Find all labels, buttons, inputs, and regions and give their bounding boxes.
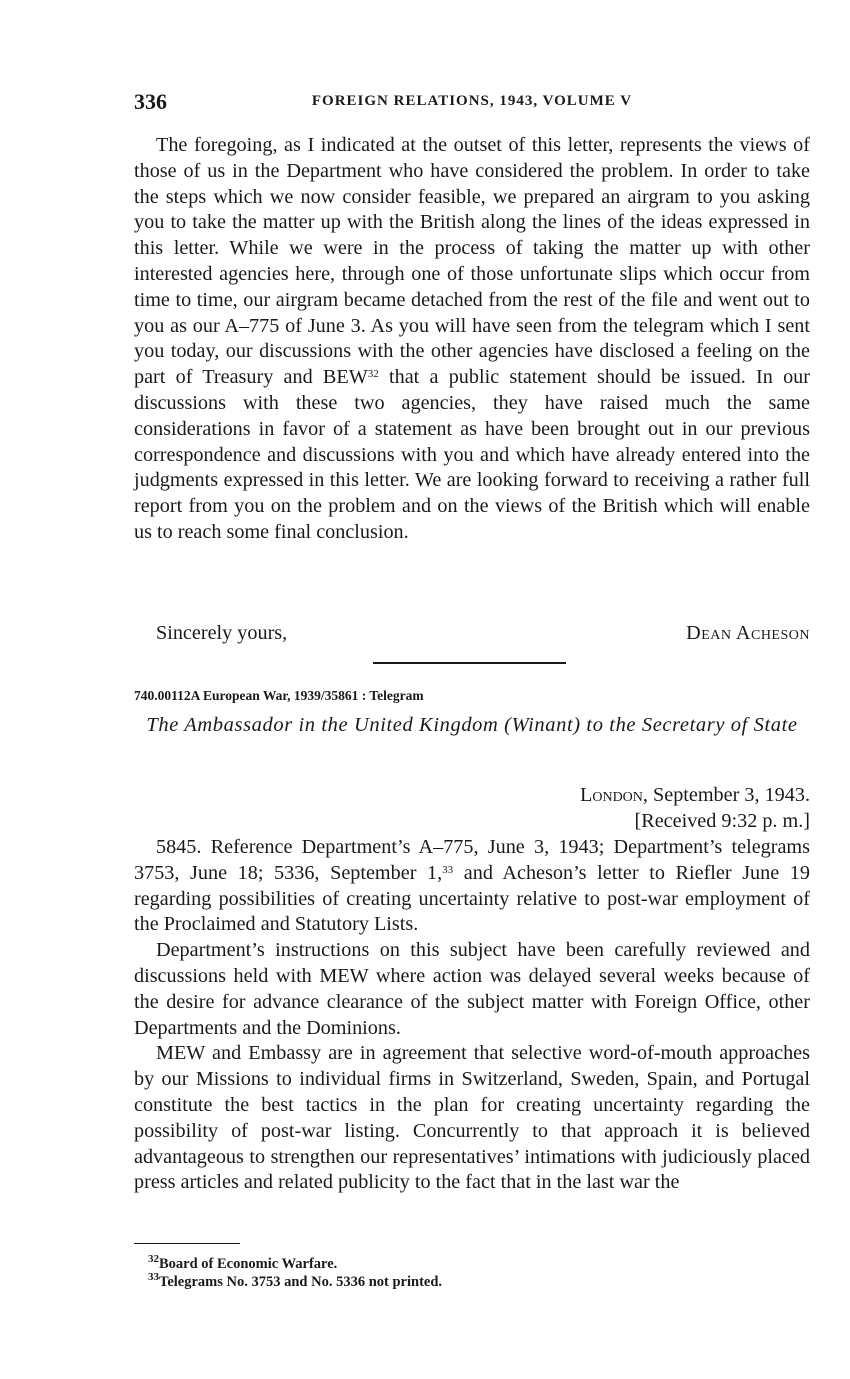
- footnotes: [148, 1255, 442, 1291]
- footnote-33: $^{33}$Telegrams No. 3753 and No. 5336 not printed.: [148, 1271, 443, 1290]
- signature: Dean Acheson: [686, 622, 810, 644]
- page-header: [134, 89, 810, 115]
- letter-closing: [134, 622, 810, 648]
- telegram-paragraph-2: Department’s instructions on this subject have been carefully reviewed and discussions held with MEW where action was delayed several weeks because of the desire for advance clearance of the subject matter with Foreign Office, other Departments and the Dominions.: [134, 939, 810, 1039]
- telegram-paragraph-3: MEW and Embassy are in agreement that selective word-of-mouth approaches by our Missions to individual firms in Switzerland, Sweden, Spain, and Portugal constitute the best tactics in the plan for creating uncertainty regarding the possibility of post-war listing. Concurrently to that approach it is believed advantageous to strengthen our representatives’ intimations with judiciously placed press articles and related publicity to the fact that in the last war the: [134, 1042, 810, 1194]
- letter-body: [134, 133, 810, 546]
- file-reference: 740.00112A European War, 1939/35861 : Telegram: [134, 688, 424, 703]
- footnote-ref-32[interactable]: 32: [367, 368, 379, 381]
- document-title: The Ambassador in the United Kingdom (Winant) to the Secretary of State: [146, 714, 798, 736]
- complimentary-close: Sincerely yours,: [156, 622, 288, 644]
- section-divider: [373, 662, 566, 664]
- footnote-ref-33[interactable]: 33: [442, 863, 454, 876]
- telegram-body: [134, 835, 810, 1196]
- received-note: [Received 9:32 p. m.]: [634, 810, 810, 832]
- page-number: 336: [134, 89, 167, 114]
- letter-paragraph: The foregoing, as I indicated at the outset of this letter, represents the views of those of us in the Department who have considered the problem. In order to take the steps which we now consider feasible, we prepared an airgram to you asking you to take the matter up with the British along the lines of the ideas expressed in this letter. While we were in the process of taking the matter up with other interested agencies here, through one of those unfortunate slips which occur from time to time, our airgram became detached from the rest of the file and went out to you as our A–775 of June 3. As you will have seen from the telegram which I sent you today, our discussions with the other agencies have disclosed a feeling on the part of Treasury and BEW$^{32}$ that a public statement should be issued. In our discussions with these two agencies, they have raised much the same considerations in favor of a statement as have been brought out in our previous correspondence and discussions with you and which have already entered into the judgments expressed in this letter. We are looking forward to receiving a rather full report from you on the problem and on the views of the British which will enable us to reach some final conclusion.: [134, 134, 811, 543]
- dateline-date: , September 3, 1943.: [642, 784, 810, 806]
- footnote-32: $^{32}$Board of Economic Warfare.: [148, 1253, 338, 1272]
- footnote-rule: [134, 1243, 240, 1244]
- running-title: FOREIGN RELATIONS, 1943, VOLUME V: [311, 93, 633, 109]
- telegram-paragraph-1: 5845. Reference Department’s A–775, June 3, 1943; Department’s telegrams 3753, June 18; 5336, September 1,33 and Acheson’s letter to Riefler June 19 regarding possibilities of creating uncertainty relative to post-war employment of the Proclaimed and Statutory Lists.: [134, 836, 810, 936]
- dateline-city: London: [580, 784, 643, 806]
- dateline: [580, 782, 810, 834]
